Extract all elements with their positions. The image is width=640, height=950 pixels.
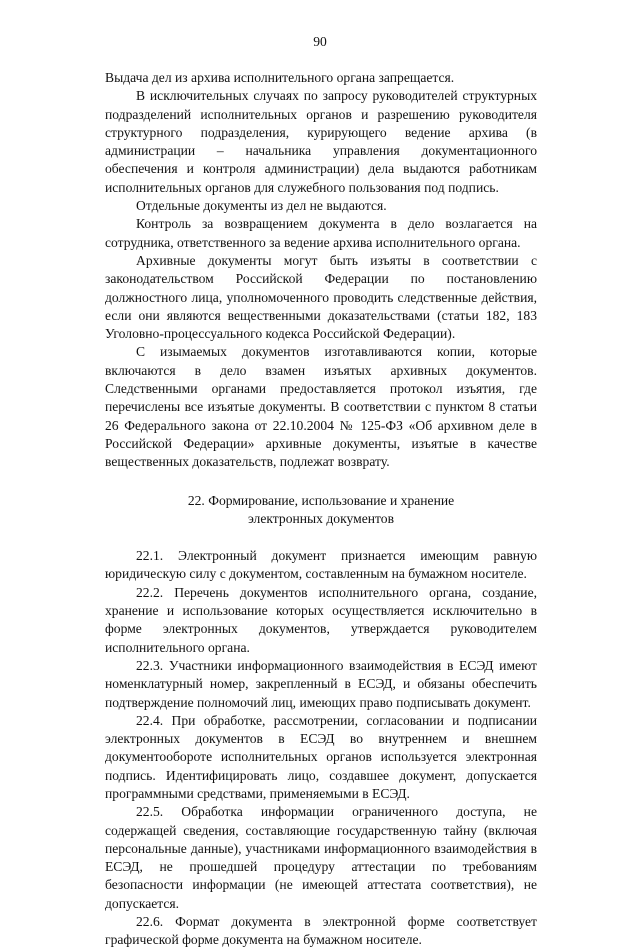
page-number: 90 <box>313 34 327 49</box>
paragraph-22-1: 22.1. Электронный документ признается имеющим равную юридическую силу с документом, составленным на бумажном носителе. <box>105 548 537 582</box>
section-heading <box>105 492 537 529</box>
section-heading-line-1: 22. Формирование, использование и хранение <box>187 492 455 508</box>
section-heading-line-2: электронных документов <box>247 510 395 526</box>
paragraph-separate-documents: Отдельные документы из дел не выдаются. <box>136 198 387 214</box>
paragraph-seizure: Архивные документы могут быть изъяты в соответствии с законодательством Российской Федерации по постановлению должностного лица, уполномоченного проводить следственные действия, если они являются вещественными доказательствами (статьи 182, 183 Уголовно-процессуального кодекса Российской Федерации). <box>105 252 537 342</box>
paragraph-return-control: Контроль за возвращением документа в дело возлагается на сотрудника, ответственного за ведение архива исполнительного органа. <box>105 216 537 250</box>
paragraph-22-3: 22.3. Участники информационного взаимодействия в ЕСЭД имеют номенклатурный номер, закрепленный в ЕСЭД, и обязаны обеспечить подтверждение полномочий лиц, имеющих право подписывать документ. <box>105 657 537 710</box>
paragraph-exceptional-cases: В исключительных случаях по запросу руководителей структурных подразделений исполнительных органов и разрешению руководителя структурного подразделения, курирующего ведение архива (в администрации – начальника управления документационного обеспечения и контроля администрации) дела выдаются работникам исполнительных органов для служебного пользования под подпись. <box>105 88 537 195</box>
paragraph-22-4: 22.4. При обработке, рассмотрении, согласовании и подписании электронных документов в ЕСЭД во внутреннем и внешнем документообороте исполнительных органов используется электронная подпись. Идентифицировать лицо, создавшее документ, допускается программными средствами, применяемыми в ЕСЭД. <box>105 712 537 801</box>
paragraph-copies: С изымаемых документов изготавливаются копии, которые включаются в дело взамен изъятых архивных документов. Следственными органами предоставляется протокол изъятия, где перечислены все изъятые документы. В соответствии с пунктом 8 статьи 26 Федерального закона от 22.10.2004 № 125-ФЗ «Об архивном деле в Российской Федерации» архивные документы, изъятые в качестве вещественных доказательств, подлежат возврату. <box>105 344 537 470</box>
paragraph-22-6: 22.6. Формат документа в электронной форме соответствует графической форме документа на бумажном носителе. <box>105 914 537 948</box>
page-body <box>105 69 537 950</box>
paragraph-archive-issue-ban: Выдача дел из архива исполнительного органа запрещается. <box>105 70 455 85</box>
paragraph-22-5: 22.5. Обработка информации ограниченного доступа, не содержащей сведения, составляющие государственную тайну (включая персональные данные), участниками информационного взаимодействия в ЕСЭД, не прошедшей процедуру аттестации по требованиям безопасности информации (не имеющей аттестата соответствия), не допускается. <box>105 804 537 911</box>
paragraph-22-2: 22.2. Перечень документов исполнительного органа, создание, хранение и использование которых осуществляется исключительно в форме электронных документов, утверждается руководителем исполнительного органа. <box>105 584 537 655</box>
